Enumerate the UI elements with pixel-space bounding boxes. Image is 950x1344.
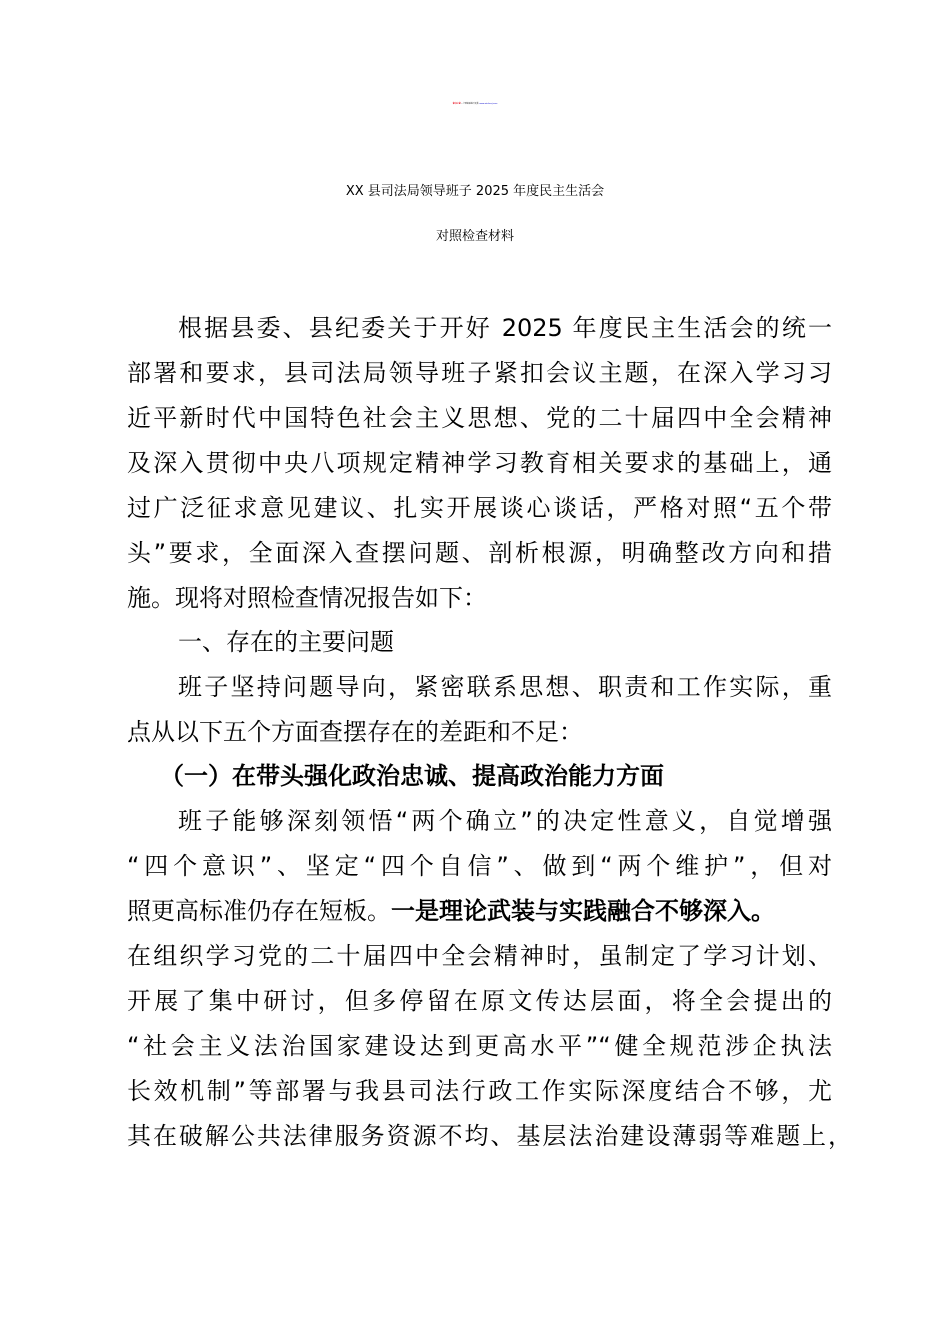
paragraph-line: 施。现将对照检查情况报告如下： [127, 584, 487, 612]
document-title-line-1: XX 县司法局领导班子 2025 年度民主生活会 [345, 184, 605, 199]
paragraph-line: 开展了集中研讨，但多停留在原文传达层面，将全会提出的 [127, 987, 832, 1015]
section-heading: 一、存在的主要问题 [178, 628, 394, 656]
paragraph-line: 近平新时代中国特色社会主义思想、党的二十届四中全会精神 [127, 404, 832, 432]
key-point-bold: 一是理论武装与实践融合不够深入。 [391, 897, 775, 925]
site-url-link[interactable]: www.mishuzj.com [479, 103, 498, 105]
paragraph-line [127, 895, 832, 927]
paragraph-line: 点从以下五个方面查摆存在的差距和不足： [127, 718, 583, 746]
paragraph-line: 其在破解公共法律服务资源不均、基层法治建设薄弱等难题上， [127, 1122, 852, 1150]
subsection-heading: （一）在带头强化政治忠诚、提高政治能力方面 [160, 762, 664, 790]
paragraph-line: 班子坚持问题导向，紧密联系思想、职责和工作实际，重 [178, 673, 832, 701]
paragraph-line: 过广泛征求意见建议、扎实开展谈心谈话，严格对照“五个带 [127, 494, 832, 522]
paragraph-line: 及深入贯彻中央八项规定精神学习教育相关要求的基础上，通 [127, 449, 832, 477]
paragraph-line: 班子能够深刻领悟“两个确立”的决定性意义，自觉增强 [178, 807, 832, 835]
paragraph-line: 在组织学习党的二十届四中全会精神时，虽制定了学习计划、 [127, 942, 832, 970]
paragraph-line: 部署和要求，县司法局领导班子紧扣会议主题，在深入学习习 [127, 359, 832, 387]
paragraph-text: 照更高标准仍存在短板。 [127, 897, 391, 925]
paragraph-line: 长效机制”等部署与我县司法行政工作实际深度结合不够，尤 [127, 1077, 832, 1105]
document-title-line-2: 对照检查材料 [435, 229, 514, 244]
banner-slogan: —全网资源每日更新 [460, 103, 479, 105]
brand-name: 秘书之家 [452, 103, 461, 105]
paragraph-line: “四个意识”、坚定“四个自信”、做到“两个维护”，但对 [127, 852, 832, 880]
paragraph-line: 头”要求，全面深入查摆问题、剖析根源，明确整改方向和措 [127, 539, 832, 567]
paragraph-line: 根据县委、县纪委关于开好 2025 年度民主生活会的统一 [178, 314, 832, 342]
paragraph-line: “社会主义法治国家建设达到更高水平”“健全规范涉企执法 [127, 1032, 832, 1060]
site-banner [0, 88, 950, 120]
